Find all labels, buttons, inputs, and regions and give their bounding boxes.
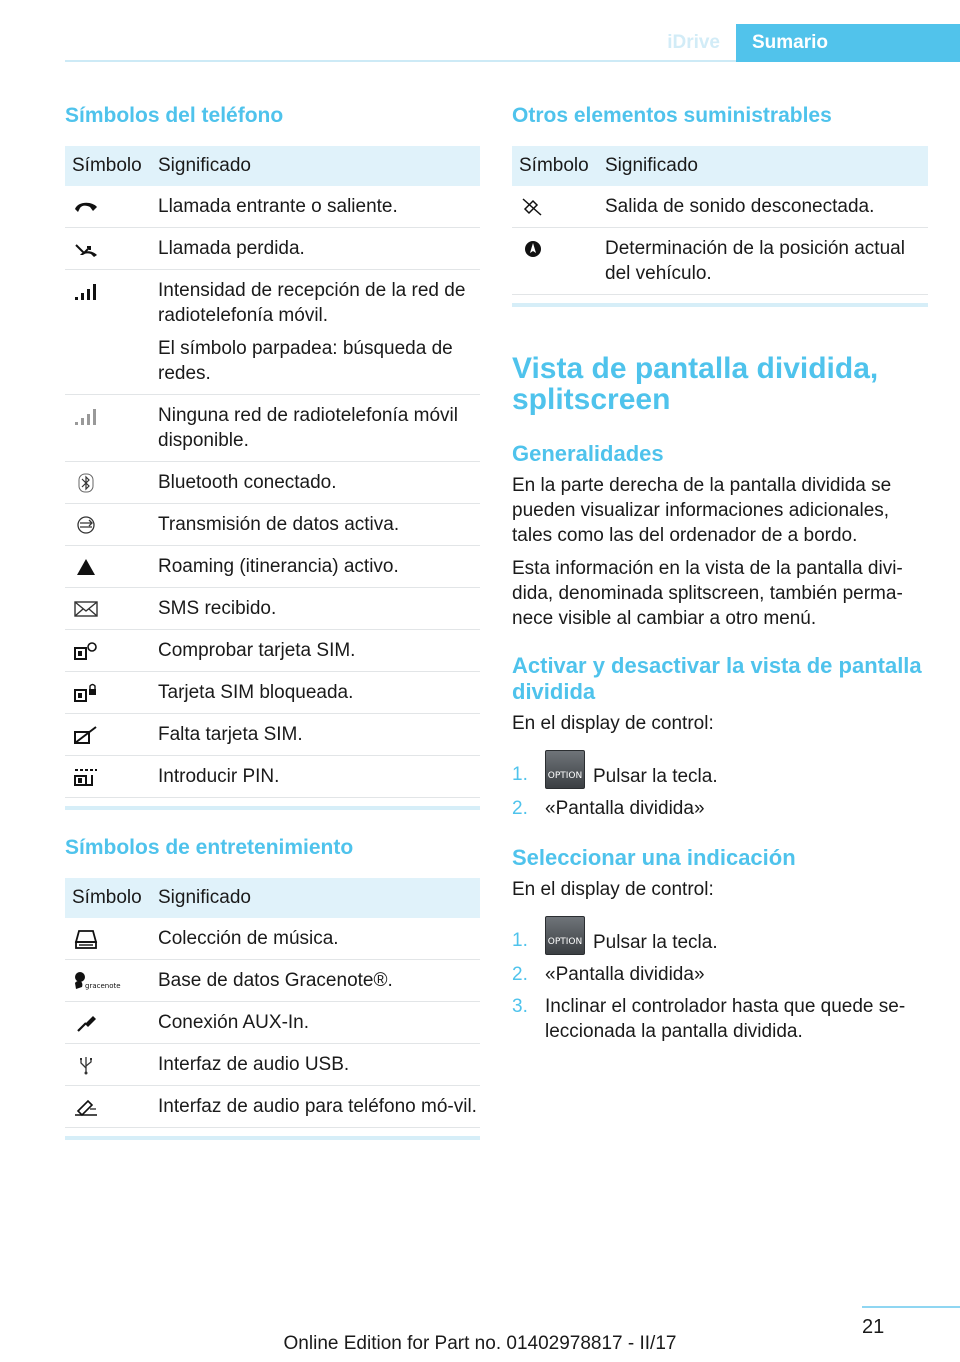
step-text: «Pantalla dividida»: [545, 798, 705, 819]
meaning-cell: [158, 194, 480, 219]
other-symbols-title: Otros elementos suministrables: [512, 104, 832, 127]
step-text: Inclinar el controlador hasta que quede se-leccionada la pantalla dividida.: [545, 996, 906, 1042]
table-row: [65, 672, 480, 714]
data-transfer-icon: [72, 515, 100, 535]
table-end-rule: [65, 806, 480, 810]
symbol-cell: [65, 470, 158, 495]
option-button-label: OPTION: [547, 937, 583, 947]
select-title: Seleccionar una indicación: [512, 845, 796, 870]
general-paragraph-2: Esta información en la vista de la pantalla divi-dida, denominada splitscreen, también perma-nece visible al cambiar a otro menú.: [512, 558, 903, 629]
roaming-triangle-icon: [72, 557, 100, 577]
table-header: [65, 146, 480, 186]
col-meaning-header: Significado: [605, 155, 698, 176]
symbol-cell: [65, 680, 158, 705]
meaning-cell: [158, 968, 480, 993]
select-steps-list: [512, 916, 928, 1044]
meaning-cell: [158, 596, 480, 621]
table-row: [512, 186, 928, 228]
phone-symbols-table: [65, 146, 480, 810]
music-collection-icon: [72, 929, 100, 949]
page-number: 21: [862, 1316, 885, 1338]
phone-handset-icon: [72, 197, 100, 217]
col-meaning-header: Significado: [158, 155, 251, 176]
symbol-cell: [65, 194, 158, 219]
step-item: [512, 994, 928, 1044]
meaning-text: Transmisión de datos activa.: [158, 514, 400, 535]
table-row: [65, 756, 480, 798]
step-item: [512, 750, 928, 789]
meaning-cell: [605, 236, 928, 286]
meaning-text: Interfaz de audio para teléfono mó-vil.: [158, 1096, 477, 1117]
symbol-cell: [65, 236, 158, 261]
edition-line: Online Edition for Part no. 01402978817 - II/17: [283, 1333, 677, 1354]
meaning-cell: [158, 638, 480, 663]
symbol-cell: [65, 1010, 158, 1035]
col-symbol-header: Símbolo: [519, 155, 589, 176]
meaning-cell: [158, 512, 480, 537]
symbol-cell: [512, 236, 605, 286]
table-end-rule: [65, 1136, 480, 1140]
phone-symbols-title: Símbolos del teléfono: [65, 104, 284, 127]
symbol-cell: [65, 764, 158, 789]
table-row: [65, 588, 480, 630]
step-body: [545, 962, 928, 987]
meaning-cell: [158, 403, 480, 453]
sound-off-icon: [519, 197, 547, 217]
footer-rule: [862, 1306, 960, 1308]
table-row: [65, 546, 480, 588]
splitscreen-title: Vista de pantalla dividida, splitscreen: [512, 352, 879, 416]
meaning-cell: [605, 194, 928, 219]
meaning-text: Ninguna red de radiotelefonía móvil disponible.: [158, 405, 458, 451]
symbol-cell: [65, 512, 158, 537]
table-row: [65, 714, 480, 756]
step-number: 2.: [512, 798, 528, 819]
symbol-cell: [65, 638, 158, 663]
symbol-cell: [65, 926, 158, 951]
symbol-cell: [65, 403, 158, 453]
vehicle-position-icon: [519, 239, 547, 259]
meaning-cell: [158, 926, 480, 951]
symbol-cell: [512, 194, 605, 219]
left-column: [65, 100, 480, 1140]
meaning-text: Conexión AUX-In.: [158, 1012, 310, 1033]
meaning-cell: [158, 764, 480, 789]
symbol-cell: [65, 722, 158, 747]
step-text: «Pantalla dividida»: [545, 964, 705, 985]
header-section: iDrive: [667, 32, 720, 53]
meaning-cell: [158, 278, 480, 386]
meaning-text: Bluetooth conectado.: [158, 472, 337, 493]
symbol-cell: [65, 278, 158, 386]
meaning-text: Roaming (itinerancia) activo.: [158, 556, 399, 577]
table-end-rule: [512, 303, 928, 307]
sim-missing-icon: [72, 725, 100, 745]
step-text: Pulsar la tecla.: [593, 766, 718, 787]
step-text: Pulsar la tecla.: [593, 932, 718, 953]
meaning-text: El símbolo parpadea: búsqueda de redes.: [158, 338, 453, 384]
select-intro: En el display de control:: [512, 879, 714, 900]
step-body: [545, 796, 928, 821]
table-header: [512, 146, 928, 186]
signal-strength-icon: [72, 281, 100, 301]
option-button-label: OPTION: [547, 771, 583, 781]
table-row: [65, 1086, 480, 1128]
table-header: [65, 878, 480, 918]
table-row: [512, 228, 928, 295]
step-item: [512, 916, 928, 955]
page-header: [65, 24, 960, 62]
step-number: 2.: [512, 964, 528, 985]
step-body: [545, 916, 928, 955]
option-button-icon: [545, 916, 585, 955]
meaning-text: SMS recibido.: [158, 598, 277, 619]
table-row: [65, 395, 480, 462]
toggle-intro: En el display de control:: [512, 713, 714, 734]
table-row: [65, 228, 480, 270]
meaning-text: Determinación de la posición actual del vehículo.: [605, 238, 905, 284]
meaning-cell: [158, 554, 480, 579]
col-meaning-header: Significado: [158, 887, 251, 908]
meaning-text: Comprobar tarjeta SIM.: [158, 640, 356, 661]
table-row: [65, 960, 480, 1002]
right-column: [512, 100, 928, 1044]
phone-audio-icon: [72, 1097, 100, 1117]
aux-in-icon: [72, 1013, 100, 1033]
usb-icon: [72, 1055, 100, 1075]
col-symbol-header: Símbolo: [72, 155, 142, 176]
symbol-cell: [65, 596, 158, 621]
toggle-title: Activar y desactivar la vista de pantalla dividida: [512, 653, 922, 704]
step-item: [512, 962, 928, 987]
sms-envelope-icon: [72, 599, 100, 619]
meaning-text: Base de datos Gracenote®.: [158, 970, 393, 991]
table-row: [65, 186, 480, 228]
symbol-cell: [65, 1052, 158, 1077]
gracenote-icon: [72, 971, 121, 991]
meaning-text: Tarjeta SIM bloqueada.: [158, 682, 354, 703]
option-button-icon: [545, 750, 585, 789]
symbol-cell: [65, 554, 158, 579]
step-body: [545, 750, 928, 789]
step-number: 1.: [512, 930, 528, 951]
table-row: [65, 630, 480, 672]
meaning-text: Colección de música.: [158, 928, 339, 949]
step-number: 1.: [512, 764, 528, 785]
svg-text:gracenote: gracenote: [85, 982, 121, 990]
meaning-text: Interfaz de audio USB.: [158, 1054, 350, 1075]
sim-locked-icon: [72, 683, 100, 703]
meaning-cell: [158, 722, 480, 747]
meaning-cell: [158, 1094, 480, 1119]
step-body: [545, 994, 928, 1044]
entertainment-symbols-table: [65, 878, 480, 1140]
meaning-text: Introducir PIN.: [158, 766, 280, 787]
general-title: Generalidades: [512, 441, 664, 466]
general-paragraph-1: En la parte derecha de la pantalla dividida se pueden visualizar informaciones adicionales, tales como las del ordenador de a bordo.: [512, 475, 892, 546]
symbol-cell: [65, 968, 158, 993]
meaning-cell: [158, 1010, 480, 1035]
table-row: [65, 1044, 480, 1086]
header-chapter-tab: Sumario: [736, 24, 960, 62]
no-signal-icon: [72, 406, 100, 426]
meaning-cell: [158, 1052, 480, 1077]
sim-check-icon: [72, 641, 100, 661]
meaning-text: Llamada entrante o saliente.: [158, 196, 398, 217]
symbol-cell: [65, 1094, 158, 1119]
meaning-cell: [158, 470, 480, 495]
step-item: [512, 796, 928, 821]
pin-entry-icon: [72, 767, 100, 787]
meaning-text: Intensidad de recepción de la red de radiotelefonía móvil.: [158, 280, 466, 326]
missed-call-icon: [72, 239, 100, 259]
other-symbols-table: [512, 146, 928, 307]
meaning-text: Falta tarjeta SIM.: [158, 724, 303, 745]
meaning-cell: [158, 236, 480, 261]
meaning-text: Llamada perdida.: [158, 238, 305, 259]
table-row: [65, 918, 480, 960]
table-row: [65, 462, 480, 504]
bluetooth-icon: [72, 473, 100, 493]
table-row: [65, 1002, 480, 1044]
meaning-cell: [158, 680, 480, 705]
step-number: 3.: [512, 996, 528, 1017]
col-symbol-header: Símbolo: [72, 887, 142, 908]
entertainment-symbols-title: Símbolos de entretenimiento: [65, 836, 354, 859]
table-row: [65, 270, 480, 395]
table-row: [65, 504, 480, 546]
meaning-text: Salida de sonido desconectada.: [605, 196, 875, 217]
toggle-steps-list: [512, 750, 928, 821]
